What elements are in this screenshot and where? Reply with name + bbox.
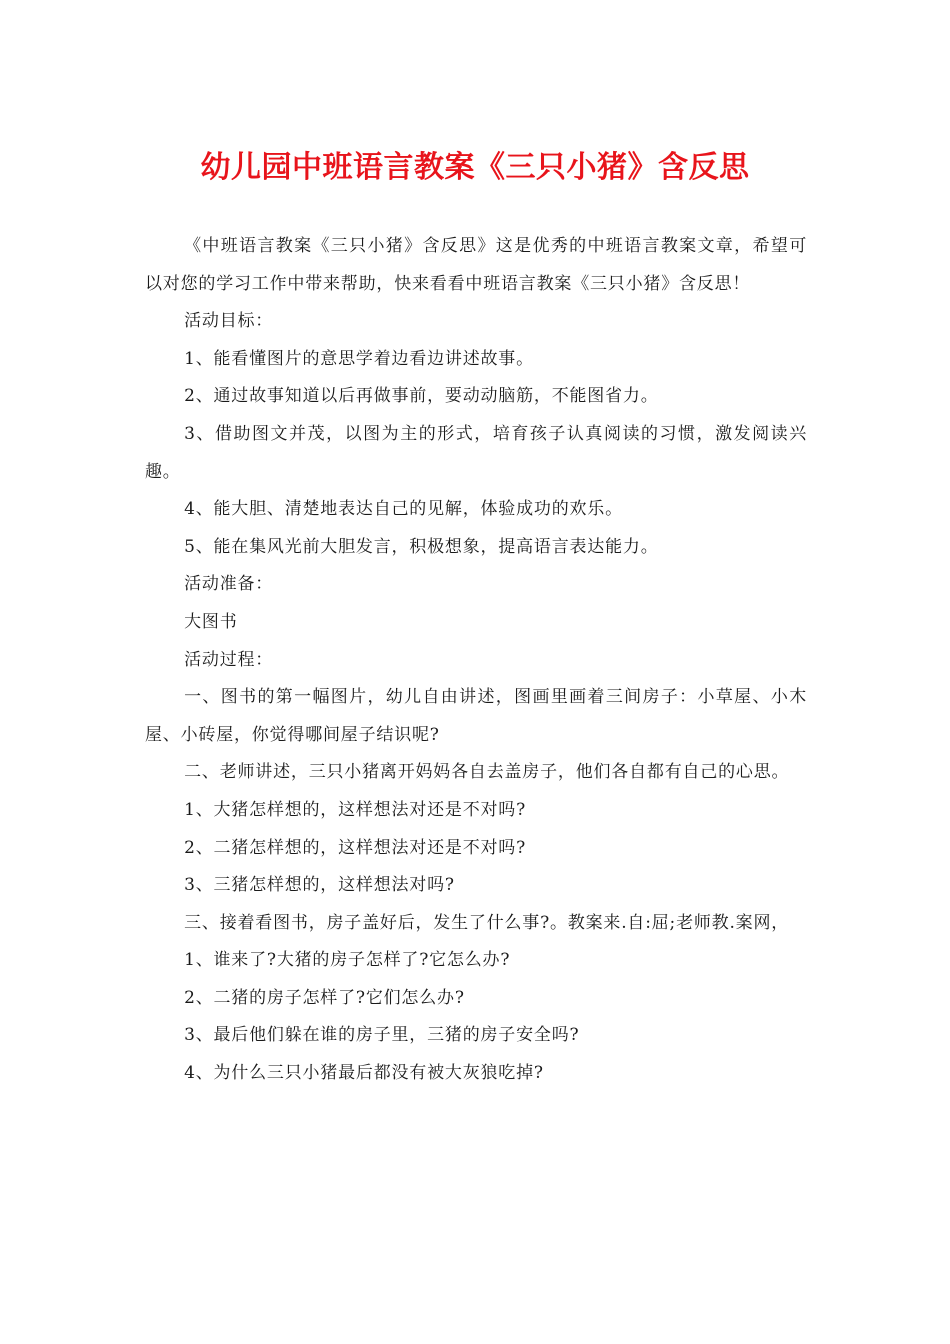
question-item: 1、大猪怎样想的，这样想法对还是不对吗? bbox=[184, 799, 527, 820]
question-item: 3、三猪怎样想的，这样想法对吗? bbox=[184, 875, 455, 896]
goal-item: 4、能大胆、清楚地表达自己的见解，体验成功的欢乐。 bbox=[184, 499, 623, 520]
question-item: 1、谁来了?大猪的房子怎样了?它怎么办? bbox=[184, 950, 511, 971]
paragraph-intro: 《中班语言教案《三只小猪》含反思》这是优秀的中班语言教案文章，希望可以对您的学习工作中带来帮助，快来看看中班语言教案《三只小猪》含反思！ bbox=[145, 236, 807, 294]
goal-item: 1、能看懂图片的意思学着边看边讲述故事。 bbox=[184, 348, 534, 369]
process-step: 二、老师讲述，三只小猪离开妈妈各自去盖房子，他们各自都有自己的心思。 bbox=[184, 762, 790, 783]
document-title: 幼儿园中班语言教案《三只小猪》含反思 bbox=[200, 150, 750, 185]
question-item: 2、二猪怎样想的，这样想法对还是不对吗? bbox=[184, 837, 527, 858]
question-item: 3、最后他们躲在谁的房子里，三猪的房子安全吗? bbox=[184, 1025, 580, 1046]
goal-item: 5、能在集风光前大胆发言，积极想象，提高语言表达能力。 bbox=[184, 536, 659, 557]
heading-activity-preparation: 活动准备： bbox=[184, 574, 274, 595]
process-step: 三、接着看图书，房子盖好后，发生了什么事?。教案来.自:屈;老师教.案网， bbox=[184, 912, 790, 933]
heading-activity-goals: 活动目标： bbox=[184, 311, 274, 332]
preparation-item: 大图书 bbox=[184, 611, 238, 632]
goal-item: 3、借助图文并茂，以图为主的形式，培育孩子认真阅读的习惯，激发阅读兴趣。 bbox=[145, 423, 807, 482]
document-body bbox=[145, 228, 807, 1093]
heading-activity-process: 活动过程： bbox=[184, 649, 274, 670]
question-item: 4、为什么三只小猪最后都没有被大灰狼吃掉? bbox=[184, 1063, 544, 1084]
process-step: 一、图书的第一幅图片，幼儿自由讲述，图画里画着三间房子：小草屋、小木屋、小砖屋，你觉得哪间屋子结识呢? bbox=[145, 687, 807, 745]
goal-item: 2、通过故事知道以后再做事前，要动动脑筋，不能图省力。 bbox=[184, 386, 659, 407]
question-item: 2、二猪的房子怎样了?它们怎么办? bbox=[184, 987, 465, 1008]
